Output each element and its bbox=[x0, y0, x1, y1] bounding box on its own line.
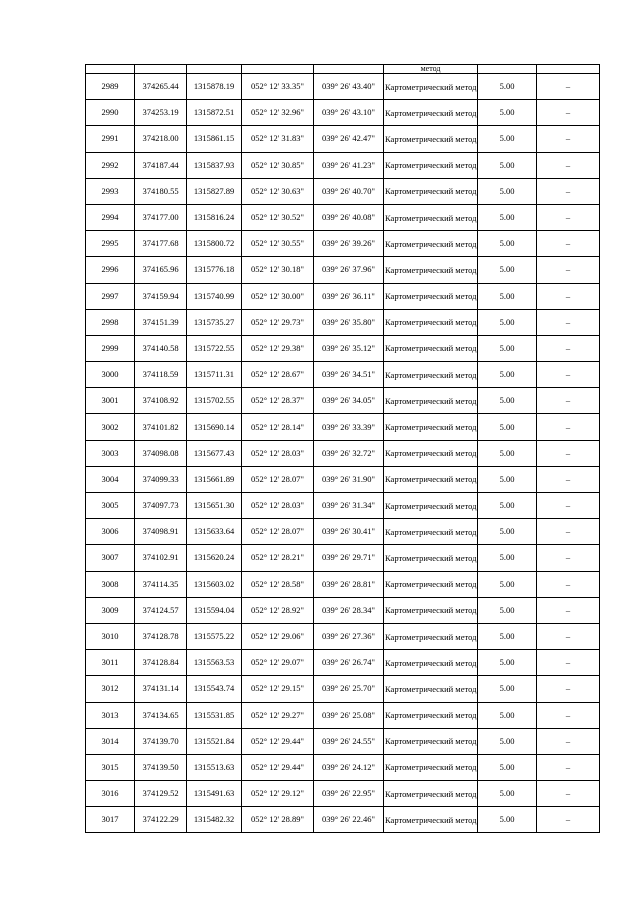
longitude-cell: 039° 26' 25.08" bbox=[314, 702, 384, 728]
accuracy-cell: 5.00 bbox=[478, 545, 537, 571]
longitude-cell: 039° 26' 43.40" bbox=[314, 74, 384, 100]
accuracy-cell: 5.00 bbox=[478, 231, 537, 257]
point-number-cell: 3013 bbox=[86, 702, 135, 728]
longitude-cell: 039° 26' 31.90" bbox=[314, 466, 384, 492]
y-coordinate-cell: 1315482.32 bbox=[187, 807, 242, 833]
latitude-cell: 052° 12' 30.85" bbox=[242, 152, 314, 178]
longitude-cell: 039° 26' 41.23" bbox=[314, 152, 384, 178]
note-cell: – bbox=[537, 100, 600, 126]
latitude-cell: 052° 12' 28.14" bbox=[242, 414, 314, 440]
x-coordinate-cell: 374134.65 bbox=[135, 702, 187, 728]
empty-cell bbox=[314, 65, 384, 74]
point-number-cell: 3002 bbox=[86, 414, 135, 440]
x-coordinate-cell: 374151.39 bbox=[135, 309, 187, 335]
note-cell: – bbox=[537, 204, 600, 230]
table-row bbox=[86, 309, 600, 335]
method-cell: Картометрический метод bbox=[384, 519, 478, 545]
point-number-cell: 3015 bbox=[86, 754, 135, 780]
method-cell: Картометрический метод bbox=[384, 204, 478, 230]
latitude-cell: 052° 12' 33.35" bbox=[242, 74, 314, 100]
latitude-cell: 052° 12' 28.89" bbox=[242, 807, 314, 833]
accuracy-cell: 5.00 bbox=[478, 126, 537, 152]
y-coordinate-cell: 1315620.24 bbox=[187, 545, 242, 571]
point-number-cell: 2998 bbox=[86, 309, 135, 335]
latitude-cell: 052° 12' 29.07" bbox=[242, 650, 314, 676]
point-number-cell: 3000 bbox=[86, 362, 135, 388]
y-coordinate-cell: 1315702.55 bbox=[187, 388, 242, 414]
accuracy-cell: 5.00 bbox=[478, 152, 537, 178]
x-coordinate-cell: 374097.73 bbox=[135, 493, 187, 519]
method-cell: Картометрический метод bbox=[384, 702, 478, 728]
x-coordinate-cell: 374118.59 bbox=[135, 362, 187, 388]
table-row bbox=[86, 283, 600, 309]
accuracy-cell: 5.00 bbox=[478, 781, 537, 807]
method-cell: Картометрический метод bbox=[384, 152, 478, 178]
table-row bbox=[86, 257, 600, 283]
table-row bbox=[86, 702, 600, 728]
method-cell: Картометрический метод bbox=[384, 676, 478, 702]
latitude-cell: 052° 12' 29.06" bbox=[242, 623, 314, 649]
method-continuation-cell: метод bbox=[384, 65, 478, 74]
point-number-cell: 3011 bbox=[86, 650, 135, 676]
latitude-cell: 052° 12' 29.15" bbox=[242, 676, 314, 702]
empty-cell bbox=[478, 65, 537, 74]
latitude-cell: 052° 12' 29.27" bbox=[242, 702, 314, 728]
x-coordinate-cell: 374128.78 bbox=[135, 623, 187, 649]
method-cell: Картометрический метод bbox=[384, 754, 478, 780]
point-number-cell: 2995 bbox=[86, 231, 135, 257]
method-cell: Картометрический метод bbox=[384, 126, 478, 152]
point-number-cell: 3004 bbox=[86, 466, 135, 492]
latitude-cell: 052° 12' 28.21" bbox=[242, 545, 314, 571]
y-coordinate-cell: 1315513.63 bbox=[187, 754, 242, 780]
table-row bbox=[86, 597, 600, 623]
accuracy-cell: 5.00 bbox=[478, 204, 537, 230]
note-cell: – bbox=[537, 231, 600, 257]
accuracy-cell: 5.00 bbox=[478, 283, 537, 309]
longitude-cell: 039° 26' 34.51" bbox=[314, 362, 384, 388]
x-coordinate-cell: 374131.14 bbox=[135, 676, 187, 702]
latitude-cell: 052° 12' 30.52" bbox=[242, 204, 314, 230]
note-cell: – bbox=[537, 362, 600, 388]
table-row bbox=[86, 571, 600, 597]
y-coordinate-cell: 1315543.74 bbox=[187, 676, 242, 702]
accuracy-cell: 5.00 bbox=[478, 440, 537, 466]
table-row bbox=[86, 414, 600, 440]
longitude-cell: 039° 26' 43.10" bbox=[314, 100, 384, 126]
empty-cell bbox=[242, 65, 314, 74]
note-cell: – bbox=[537, 623, 600, 649]
latitude-cell: 052° 12' 28.03" bbox=[242, 440, 314, 466]
y-coordinate-cell: 1315878.19 bbox=[187, 74, 242, 100]
note-cell: – bbox=[537, 702, 600, 728]
accuracy-cell: 5.00 bbox=[478, 519, 537, 545]
note-cell: – bbox=[537, 257, 600, 283]
table-row bbox=[86, 204, 600, 230]
method-cell: Картометрический метод bbox=[384, 466, 478, 492]
accuracy-cell: 5.00 bbox=[478, 728, 537, 754]
table-row bbox=[86, 781, 600, 807]
longitude-cell: 039° 26' 35.12" bbox=[314, 335, 384, 361]
x-coordinate-cell: 374124.57 bbox=[135, 597, 187, 623]
accuracy-cell: 5.00 bbox=[478, 414, 537, 440]
point-number-cell: 3008 bbox=[86, 571, 135, 597]
longitude-cell: 039° 26' 25.70" bbox=[314, 676, 384, 702]
y-coordinate-cell: 1315776.18 bbox=[187, 257, 242, 283]
accuracy-cell: 5.00 bbox=[478, 650, 537, 676]
accuracy-cell: 5.00 bbox=[478, 754, 537, 780]
longitude-cell: 039° 26' 42.47" bbox=[314, 126, 384, 152]
accuracy-cell: 5.00 bbox=[478, 597, 537, 623]
latitude-cell: 052° 12' 31.83" bbox=[242, 126, 314, 152]
table-row bbox=[86, 126, 600, 152]
point-number-cell: 2994 bbox=[86, 204, 135, 230]
y-coordinate-cell: 1315563.53 bbox=[187, 650, 242, 676]
latitude-cell: 052° 12' 29.38" bbox=[242, 335, 314, 361]
y-coordinate-cell: 1315722.55 bbox=[187, 335, 242, 361]
note-cell: – bbox=[537, 807, 600, 833]
table-row bbox=[86, 676, 600, 702]
note-cell: – bbox=[537, 493, 600, 519]
note-cell: – bbox=[537, 781, 600, 807]
point-number-cell: 3006 bbox=[86, 519, 135, 545]
latitude-cell: 052° 12' 30.55" bbox=[242, 231, 314, 257]
latitude-cell: 052° 12' 30.63" bbox=[242, 178, 314, 204]
x-coordinate-cell: 374139.70 bbox=[135, 728, 187, 754]
note-cell: – bbox=[537, 414, 600, 440]
y-coordinate-cell: 1315872.51 bbox=[187, 100, 242, 126]
longitude-cell: 039° 26' 33.39" bbox=[314, 414, 384, 440]
x-coordinate-cell: 374159.94 bbox=[135, 283, 187, 309]
coordinates-table bbox=[85, 64, 600, 833]
longitude-cell: 039° 26' 27.36" bbox=[314, 623, 384, 649]
accuracy-cell: 5.00 bbox=[478, 702, 537, 728]
table-row bbox=[86, 466, 600, 492]
latitude-cell: 052° 12' 28.67" bbox=[242, 362, 314, 388]
note-cell: – bbox=[537, 152, 600, 178]
note-cell: – bbox=[537, 335, 600, 361]
x-coordinate-cell: 374102.91 bbox=[135, 545, 187, 571]
note-cell: – bbox=[537, 571, 600, 597]
latitude-cell: 052° 12' 28.58" bbox=[242, 571, 314, 597]
x-coordinate-cell: 374128.84 bbox=[135, 650, 187, 676]
x-coordinate-cell: 374122.29 bbox=[135, 807, 187, 833]
continued-header-row bbox=[86, 65, 600, 74]
accuracy-cell: 5.00 bbox=[478, 676, 537, 702]
latitude-cell: 052° 12' 28.07" bbox=[242, 466, 314, 492]
table-row bbox=[86, 231, 600, 257]
point-number-cell: 3010 bbox=[86, 623, 135, 649]
x-coordinate-cell: 374108.92 bbox=[135, 388, 187, 414]
table-body bbox=[86, 65, 600, 833]
longitude-cell: 039° 26' 32.72" bbox=[314, 440, 384, 466]
method-cell: Картометрический метод bbox=[384, 623, 478, 649]
method-cell: Картометрический метод bbox=[384, 74, 478, 100]
x-coordinate-cell: 374098.91 bbox=[135, 519, 187, 545]
note-cell: – bbox=[537, 309, 600, 335]
x-coordinate-cell: 374177.68 bbox=[135, 231, 187, 257]
method-cell: Картометрический метод bbox=[384, 388, 478, 414]
note-cell: – bbox=[537, 545, 600, 571]
method-cell: Картометрический метод bbox=[384, 781, 478, 807]
table-row bbox=[86, 754, 600, 780]
accuracy-cell: 5.00 bbox=[478, 362, 537, 388]
y-coordinate-cell: 1315594.04 bbox=[187, 597, 242, 623]
y-coordinate-cell: 1315603.02 bbox=[187, 571, 242, 597]
method-cell: Картометрический метод bbox=[384, 728, 478, 754]
latitude-cell: 052° 12' 28.03" bbox=[242, 493, 314, 519]
y-coordinate-cell: 1315661.89 bbox=[187, 466, 242, 492]
longitude-cell: 039° 26' 35.80" bbox=[314, 309, 384, 335]
method-cell: Картометрический метод bbox=[384, 571, 478, 597]
table-row bbox=[86, 100, 600, 126]
method-cell: Картометрический метод bbox=[384, 335, 478, 361]
accuracy-cell: 5.00 bbox=[478, 623, 537, 649]
y-coordinate-cell: 1315735.27 bbox=[187, 309, 242, 335]
y-coordinate-cell: 1315711.31 bbox=[187, 362, 242, 388]
empty-cell bbox=[187, 65, 242, 74]
longitude-cell: 039° 26' 28.34" bbox=[314, 597, 384, 623]
point-number-cell: 3001 bbox=[86, 388, 135, 414]
y-coordinate-cell: 1315837.93 bbox=[187, 152, 242, 178]
y-coordinate-cell: 1315575.22 bbox=[187, 623, 242, 649]
method-cell: Картометрический метод bbox=[384, 414, 478, 440]
table-row bbox=[86, 728, 600, 754]
y-coordinate-cell: 1315651.30 bbox=[187, 493, 242, 519]
note-cell: – bbox=[537, 597, 600, 623]
longitude-cell: 039° 26' 22.46" bbox=[314, 807, 384, 833]
point-number-cell: 2990 bbox=[86, 100, 135, 126]
accuracy-cell: 5.00 bbox=[478, 100, 537, 126]
longitude-cell: 039° 26' 24.12" bbox=[314, 754, 384, 780]
method-cell: Картометрический метод bbox=[384, 440, 478, 466]
method-cell: Картометрический метод bbox=[384, 257, 478, 283]
latitude-cell: 052° 12' 30.00" bbox=[242, 283, 314, 309]
y-coordinate-cell: 1315740.99 bbox=[187, 283, 242, 309]
method-cell: Картометрический метод bbox=[384, 100, 478, 126]
x-coordinate-cell: 374218.00 bbox=[135, 126, 187, 152]
accuracy-cell: 5.00 bbox=[478, 257, 537, 283]
latitude-cell: 052° 12' 32.96" bbox=[242, 100, 314, 126]
x-coordinate-cell: 374177.00 bbox=[135, 204, 187, 230]
accuracy-cell: 5.00 bbox=[478, 309, 537, 335]
point-number-cell: 3005 bbox=[86, 493, 135, 519]
latitude-cell: 052° 12' 28.07" bbox=[242, 519, 314, 545]
longitude-cell: 039° 26' 37.96" bbox=[314, 257, 384, 283]
note-cell: – bbox=[537, 126, 600, 152]
method-cell: Картометрический метод bbox=[384, 597, 478, 623]
empty-cell bbox=[86, 65, 135, 74]
accuracy-cell: 5.00 bbox=[478, 493, 537, 519]
latitude-cell: 052° 12' 29.44" bbox=[242, 754, 314, 780]
point-number-cell: 2996 bbox=[86, 257, 135, 283]
note-cell: – bbox=[537, 676, 600, 702]
x-coordinate-cell: 374139.50 bbox=[135, 754, 187, 780]
table-row bbox=[86, 152, 600, 178]
point-number-cell: 3003 bbox=[86, 440, 135, 466]
y-coordinate-cell: 1315690.14 bbox=[187, 414, 242, 440]
longitude-cell: 039° 26' 26.74" bbox=[314, 650, 384, 676]
table-row bbox=[86, 493, 600, 519]
point-number-cell: 3016 bbox=[86, 781, 135, 807]
table-row bbox=[86, 74, 600, 100]
point-number-cell: 2991 bbox=[86, 126, 135, 152]
accuracy-cell: 5.00 bbox=[478, 335, 537, 361]
note-cell: – bbox=[537, 178, 600, 204]
note-cell: – bbox=[537, 283, 600, 309]
latitude-cell: 052° 12' 28.37" bbox=[242, 388, 314, 414]
x-coordinate-cell: 374140.58 bbox=[135, 335, 187, 361]
point-number-cell: 3017 bbox=[86, 807, 135, 833]
y-coordinate-cell: 1315633.64 bbox=[187, 519, 242, 545]
point-number-cell: 3014 bbox=[86, 728, 135, 754]
table-row bbox=[86, 440, 600, 466]
y-coordinate-cell: 1315491.63 bbox=[187, 781, 242, 807]
x-coordinate-cell: 374129.52 bbox=[135, 781, 187, 807]
method-cell: Картометрический метод bbox=[384, 178, 478, 204]
point-number-cell: 2993 bbox=[86, 178, 135, 204]
x-coordinate-cell: 374187.44 bbox=[135, 152, 187, 178]
method-cell: Картометрический метод bbox=[384, 309, 478, 335]
note-cell: – bbox=[537, 519, 600, 545]
longitude-cell: 039° 26' 40.08" bbox=[314, 204, 384, 230]
y-coordinate-cell: 1315861.15 bbox=[187, 126, 242, 152]
table-row bbox=[86, 335, 600, 361]
longitude-cell: 039° 26' 40.70" bbox=[314, 178, 384, 204]
x-coordinate-cell: 374253.19 bbox=[135, 100, 187, 126]
x-coordinate-cell: 374099.33 bbox=[135, 466, 187, 492]
x-coordinate-cell: 374098.08 bbox=[135, 440, 187, 466]
note-cell: – bbox=[537, 388, 600, 414]
table-row bbox=[86, 519, 600, 545]
x-coordinate-cell: 374165.96 bbox=[135, 257, 187, 283]
y-coordinate-cell: 1315677.43 bbox=[187, 440, 242, 466]
x-coordinate-cell: 374265.44 bbox=[135, 74, 187, 100]
empty-cell bbox=[537, 65, 600, 74]
empty-cell bbox=[135, 65, 187, 74]
longitude-cell: 039° 26' 34.05" bbox=[314, 388, 384, 414]
point-number-cell: 3007 bbox=[86, 545, 135, 571]
y-coordinate-cell: 1315827.89 bbox=[187, 178, 242, 204]
accuracy-cell: 5.00 bbox=[478, 178, 537, 204]
longitude-cell: 039° 26' 29.71" bbox=[314, 545, 384, 571]
note-cell: – bbox=[537, 650, 600, 676]
note-cell: – bbox=[537, 754, 600, 780]
note-cell: – bbox=[537, 74, 600, 100]
accuracy-cell: 5.00 bbox=[478, 74, 537, 100]
longitude-cell: 039° 26' 36.11" bbox=[314, 283, 384, 309]
accuracy-cell: 5.00 bbox=[478, 466, 537, 492]
method-cell: Картометрический метод bbox=[384, 493, 478, 519]
table-row bbox=[86, 807, 600, 833]
y-coordinate-cell: 1315816.24 bbox=[187, 204, 242, 230]
latitude-cell: 052° 12' 28.92" bbox=[242, 597, 314, 623]
point-number-cell: 2992 bbox=[86, 152, 135, 178]
accuracy-cell: 5.00 bbox=[478, 388, 537, 414]
longitude-cell: 039° 26' 28.81" bbox=[314, 571, 384, 597]
y-coordinate-cell: 1315531.85 bbox=[187, 702, 242, 728]
accuracy-cell: 5.00 bbox=[478, 571, 537, 597]
method-cell: Картометрический метод bbox=[384, 807, 478, 833]
longitude-cell: 039° 26' 24.55" bbox=[314, 728, 384, 754]
latitude-cell: 052° 12' 29.73" bbox=[242, 309, 314, 335]
table-row bbox=[86, 545, 600, 571]
method-cell: Картометрический метод bbox=[384, 545, 478, 571]
point-number-cell: 3009 bbox=[86, 597, 135, 623]
y-coordinate-cell: 1315521.84 bbox=[187, 728, 242, 754]
point-number-cell: 3012 bbox=[86, 676, 135, 702]
longitude-cell: 039° 26' 31.34" bbox=[314, 493, 384, 519]
note-cell: – bbox=[537, 440, 600, 466]
note-cell: – bbox=[537, 466, 600, 492]
point-number-cell: 2997 bbox=[86, 283, 135, 309]
accuracy-cell: 5.00 bbox=[478, 807, 537, 833]
latitude-cell: 052° 12' 30.18" bbox=[242, 257, 314, 283]
table-row bbox=[86, 362, 600, 388]
longitude-cell: 039° 26' 22.95" bbox=[314, 781, 384, 807]
table-row bbox=[86, 178, 600, 204]
note-cell: – bbox=[537, 728, 600, 754]
latitude-cell: 052° 12' 29.44" bbox=[242, 728, 314, 754]
x-coordinate-cell: 374114.35 bbox=[135, 571, 187, 597]
longitude-cell: 039° 26' 39.26" bbox=[314, 231, 384, 257]
method-cell: Картометрический метод bbox=[384, 362, 478, 388]
table-row bbox=[86, 388, 600, 414]
table-row bbox=[86, 623, 600, 649]
table-row bbox=[86, 650, 600, 676]
point-number-cell: 2989 bbox=[86, 74, 135, 100]
method-cell: Картометрический метод bbox=[384, 650, 478, 676]
y-coordinate-cell: 1315800.72 bbox=[187, 231, 242, 257]
method-cell: Картометрический метод bbox=[384, 283, 478, 309]
x-coordinate-cell: 374101.82 bbox=[135, 414, 187, 440]
point-number-cell: 2999 bbox=[86, 335, 135, 361]
latitude-cell: 052° 12' 29.12" bbox=[242, 781, 314, 807]
longitude-cell: 039° 26' 30.41" bbox=[314, 519, 384, 545]
x-coordinate-cell: 374180.55 bbox=[135, 178, 187, 204]
method-cell: Картометрический метод bbox=[384, 231, 478, 257]
